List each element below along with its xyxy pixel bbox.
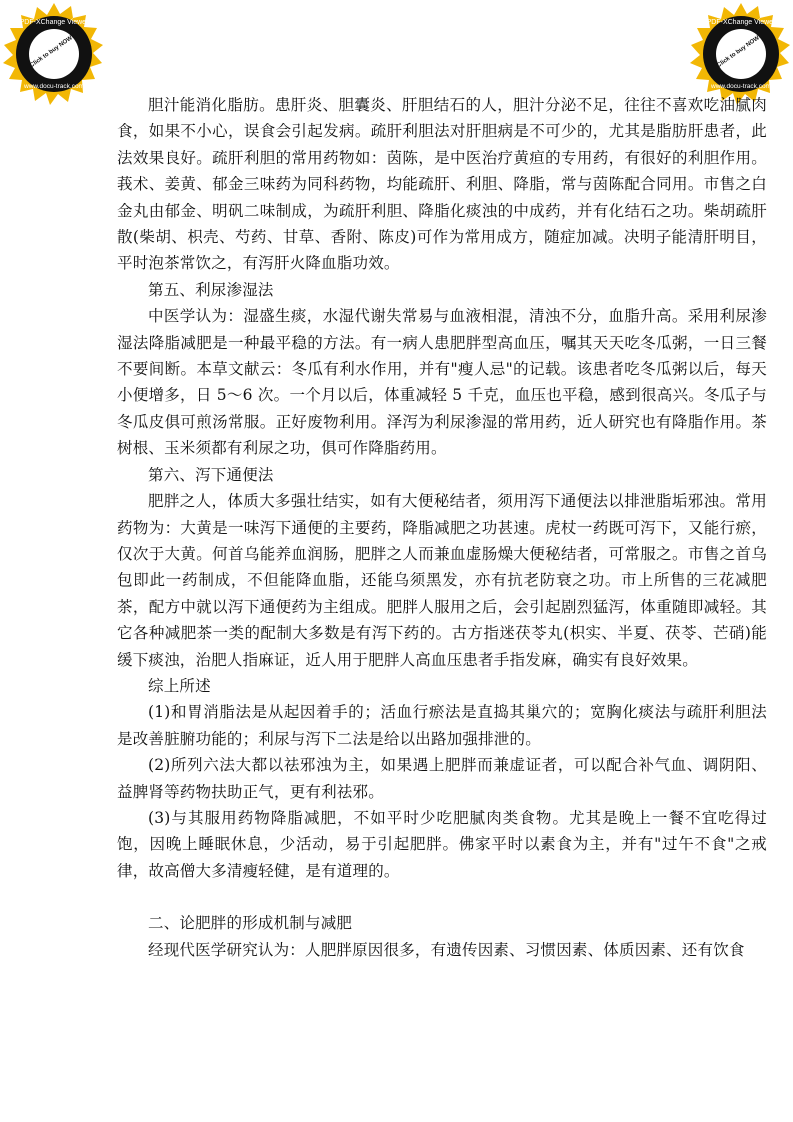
- starburst-badge-icon: [2, 2, 106, 106]
- section-gap: [117, 884, 767, 910]
- summary-item-3: (3)与其服用药物降脂减肥，不如平时少吃肥腻肉类食物。尤其是晚上一餐不宜吃得过饱，因晚上睡眠休息，少活动，易于引起肥胖。佛家平时以素食为主，并有"过午不食"之戒律，故高僧大多清瘦轻健，是有道理的。: [117, 808, 767, 880]
- document-body: [117, 92, 767, 963]
- paragraph-diuresis: 中医学认为：湿盛生痰，水湿代谢失常易与血液相混，清浊不分，血脂升高。采用利尿渗湿法降脂减肥是一种最平稳的方法。有一病人患肥胖型高血压，嘱其天天吃冬瓜粥，一日三餐不要间断。本草文献云：冬瓜有利水作用，并有"瘦人忌"的记载。该患者吃冬瓜粥以后，每天小便增多，日 5～6 次。一个月以后，体重减轻 5 千克，血压也平稳，感到很高兴。冬瓜子与冬瓜皮俱可煎汤常服。正好废物利用。泽泻为利尿渗湿的常用药，近人研究也有降脂作用。茶树根、玉米须都有利尿之功，俱可作降脂药用。: [117, 307, 767, 458]
- starburst-badge-icon: [689, 2, 793, 106]
- badge-arc-top: PDF-XChange Viewer: [706, 19, 776, 26]
- badge-arc-top: PDF-XChange Viewer: [19, 19, 89, 26]
- heading-summary: 综上所述: [148, 676, 211, 695]
- badge-center-text: Click to buy NOW!: [29, 34, 76, 70]
- badge-arc-bottom: www.docu-track.com: [711, 83, 771, 90]
- pdf-xchange-badge-right[interactable]: [689, 2, 793, 106]
- summary-item-1: (1)和胃消脂法是从起因着手的；活血行瘀法是直捣其巢穴的；宽胸化痰法与疏肝利胆法是改善脏腑功能的；利尿与泻下二法是给以出路加强排泄的。: [117, 703, 767, 748]
- heading-method-six: 第六、泻下通便法: [148, 465, 274, 484]
- heading-method-five: 第五、利尿渗湿法: [148, 280, 274, 299]
- badge-center-text: Click to buy NOW!: [716, 34, 763, 70]
- paragraph-liver-gall: 胆汁能消化脂肪。患肝炎、胆囊炎、肝胆结石的人，胆汁分泌不足，往往不喜欢吃油腻肉食，如果不小心，误食会引起发病。疏肝利胆法对肝胆病是不可少的，尤其是脂肪肝患者，此法效果良好。疏肝利胆的常用药物如：茵陈，是中医治疗黄疸的专用药，有很好的利胆作用。莪术、姜黄、郁金三味药为同科药物，均能疏肝、利胆、降脂，常与茵陈配合同用。市售之白金丸由郁金、明矾二味制成，为疏肝利胆、降脂化痰浊的中成药，并有化结石之功。柴胡疏肝散(柴胡、枳壳、芍药、甘草、香附、陈皮)可作为常用成方，随症加减。决明子能清肝明目，平时泡茶常饮之，有泻肝火降血脂功效。: [117, 96, 767, 273]
- pdf-xchange-badge-left[interactable]: [2, 2, 106, 106]
- paragraph-purgation: 肥胖之人，体质大多强壮结实，如有大便秘结者，须用泻下通便法以排泄脂垢邪浊。常用药物为：大黄是一味泻下通便的主要药，降脂减肥之功甚速。虎杖一药既可泻下，又能行瘀，仅次于大黄。何首乌能养血润肠，肥胖之人而兼血虚肠燥大便秘结者，可常服之。市售之首乌包即此一药制成，不但能降血脂，还能乌须黑发，亦有抗老防衰之功。市上所售的三花减肥茶，配方中就以泻下通便药为主组成。肥胖人服用之后，会引起剧烈猛泻，体重随即减轻。其它各种减肥茶一类的配制大多数是有泻下药的。古方指迷茯苓丸(枳实、半夏、茯苓、芒硝)能缓下痰浊，治肥人指麻证，近人用于肥胖人高血压患者手指发麻，确实有良好效果。: [117, 492, 767, 669]
- paragraph-modern-research: 经现代医学研究认为：人肥胖原因很多，有遗传因素、习惯因素、体质因素、还有饮食: [148, 940, 745, 959]
- badge-arc-bottom: www.docu-track.com: [24, 83, 84, 90]
- section-heading-two: 二、论肥胖的形成机制与减肥: [148, 914, 353, 933]
- summary-item-2: (2)所列六法大都以祛邪浊为主，如果遇上肥胖而兼虚证者，可以配合补气血、调阴阳、益脾肾等药物扶助正气，更有利祛邪。: [117, 756, 767, 801]
